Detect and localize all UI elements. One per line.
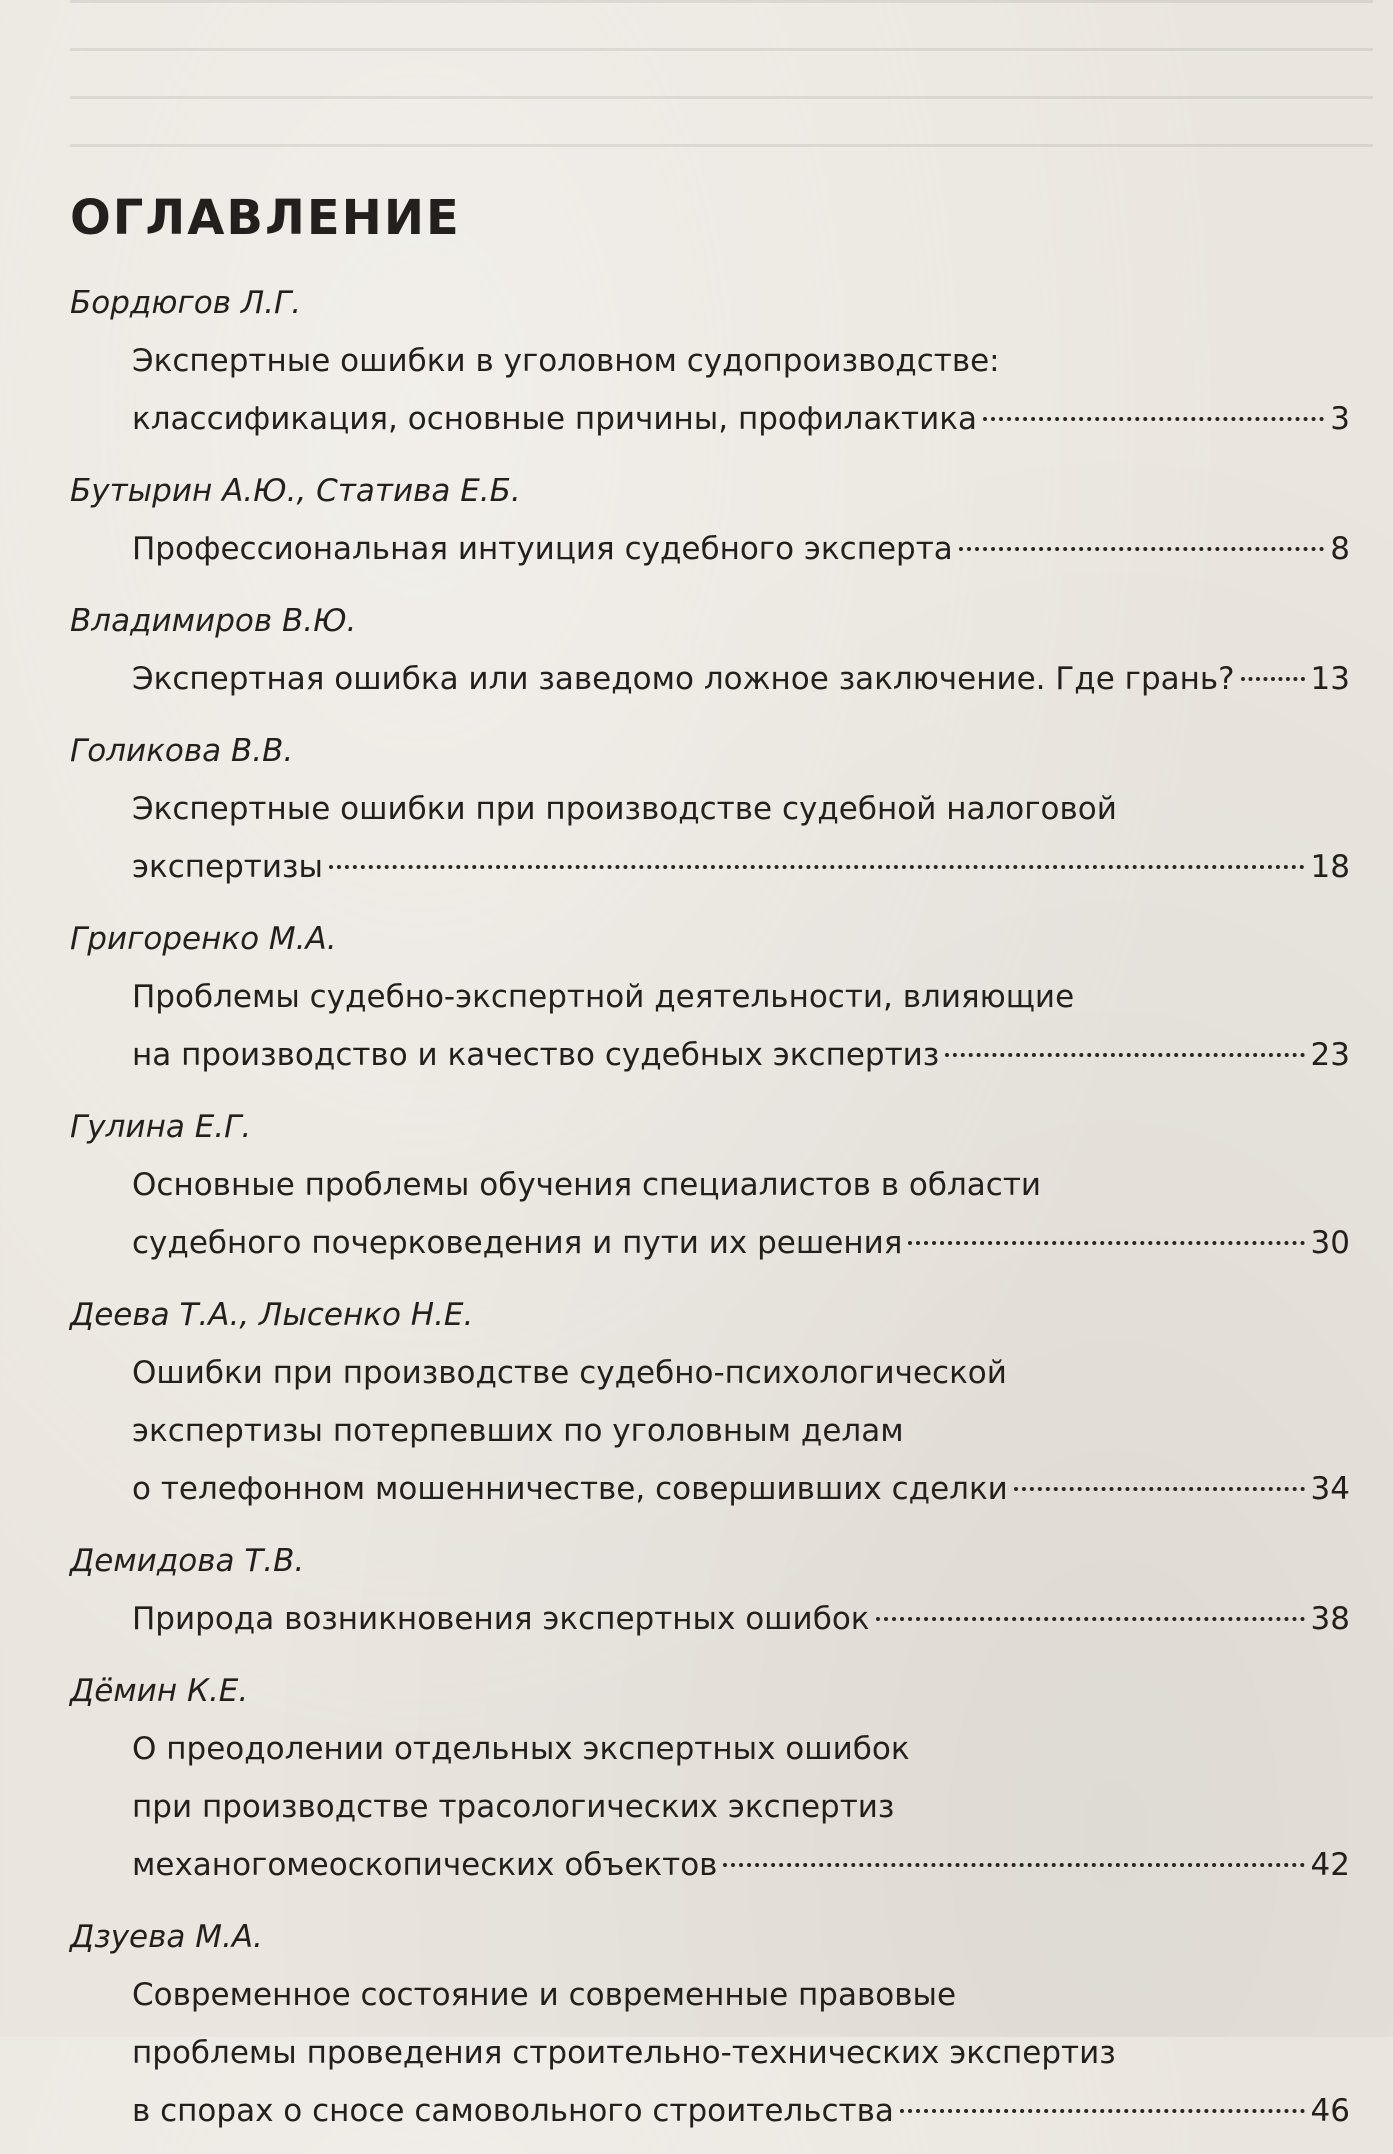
toc-entry-author: Бутырин А.Ю., Статива Е.Б. xyxy=(70,473,521,509)
toc-entry-title-text: механогомеоскопических объектов xyxy=(132,1847,718,1883)
toc-entry-title-text: экспертизы потерпевших по уголовным делам xyxy=(132,1413,904,1449)
toc-entry[interactable] xyxy=(70,722,1350,896)
dot-leader xyxy=(983,417,1324,421)
toc-entry-title xyxy=(70,650,1350,708)
toc-entry-title xyxy=(70,780,1350,896)
toc-list xyxy=(70,274,1350,2140)
dot-leader xyxy=(959,547,1324,551)
toc-entry-author: Дзуева М.А. xyxy=(70,1919,263,1955)
toc-entry-title-line xyxy=(132,1460,1350,1518)
toc-entry-author: Голикова В.В. xyxy=(70,733,294,769)
toc-entry-title-text: Природа возникновения экспертных ошибок xyxy=(132,1601,870,1637)
toc-entry-title-line xyxy=(132,390,1350,448)
toc-entry-title-line xyxy=(132,1836,1350,1894)
toc-entry-title-line xyxy=(132,1590,1350,1648)
toc-entry-title-line xyxy=(132,2024,1350,2082)
toc-entry-title-text: на производство и качество судебных экспертиз xyxy=(132,1037,940,1073)
toc-entry[interactable] xyxy=(70,1532,1350,1648)
dot-leader xyxy=(1014,1487,1305,1491)
toc-entry-page-number: 13 xyxy=(1310,661,1350,697)
toc-entry-title-text: в спорах о сносе самовольного строительства xyxy=(132,2093,894,2129)
toc-entry-title-line xyxy=(132,1966,1350,2024)
toc-entry[interactable] xyxy=(70,910,1350,1084)
dot-leader xyxy=(945,1053,1304,1057)
dot-leader xyxy=(900,2109,1305,2113)
toc-entry-title-line xyxy=(132,1720,1350,1778)
toc-entry-title-text: Профессиональная интуиция судебного эксперта xyxy=(132,531,953,567)
toc-entry[interactable] xyxy=(70,1908,1350,2140)
toc-entry-title-line xyxy=(132,650,1350,708)
toc-entry-title-text: О преодолении отдельных экспертных ошибок xyxy=(132,1731,910,1767)
dot-leader xyxy=(876,1617,1305,1621)
toc-entry-author: Деева Т.А., Лысенко Н.Е. xyxy=(70,1297,474,1333)
toc-entry-page-number: 3 xyxy=(1330,401,1350,437)
toc-entry-title-line xyxy=(132,520,1350,578)
toc-entry-title-text: при производстве трасологических экспертиз xyxy=(132,1789,895,1825)
toc-entry-author: Владимиров В.Ю. xyxy=(70,603,357,639)
toc-entry-page-number: 8 xyxy=(1330,531,1350,567)
toc-entry-page-number: 46 xyxy=(1310,2093,1350,2129)
toc-entry[interactable] xyxy=(70,1662,1350,1894)
toc-entry-title-line xyxy=(132,780,1350,838)
toc-entry-title-line xyxy=(132,1214,1350,1272)
toc-entry-author: Григоренко М.А. xyxy=(70,921,337,957)
table-of-contents xyxy=(70,190,1350,2154)
toc-entry-title-line xyxy=(132,332,1350,390)
toc-entry-title-line xyxy=(132,968,1350,1026)
toc-entry-page-number: 38 xyxy=(1310,1601,1350,1637)
toc-entry-author: Бордюгов Л.Г. xyxy=(70,285,302,321)
toc-entry-title xyxy=(70,1720,1350,1894)
toc-entry-page-number: 18 xyxy=(1310,849,1350,885)
toc-entry-title-line xyxy=(132,2082,1350,2140)
toc-entry-page-number: 42 xyxy=(1310,1847,1350,1883)
toc-entry-title-text: судебного почерковедения и пути их решения xyxy=(132,1225,903,1261)
previous-page-bleed-through xyxy=(70,0,1373,150)
dot-leader xyxy=(329,865,1305,869)
toc-entry[interactable] xyxy=(70,1098,1350,1272)
toc-entry-page-number: 23 xyxy=(1310,1037,1350,1073)
toc-entry-title xyxy=(70,968,1350,1084)
toc-entry-title-text: проблемы проведения строительно-технических экспертиз xyxy=(132,2035,1116,2071)
toc-entry-title-line xyxy=(132,1402,1350,1460)
toc-entry-title-text: Ошибки при производстве судебно-психологической xyxy=(132,1355,1007,1391)
dot-leader xyxy=(1241,677,1305,681)
toc-entry-title-line xyxy=(132,1344,1350,1402)
toc-entry-author: Гулина Е.Г. xyxy=(70,1109,252,1145)
toc-entry[interactable] xyxy=(70,462,1350,578)
toc-entry[interactable] xyxy=(70,592,1350,708)
toc-entry[interactable] xyxy=(70,274,1350,448)
toc-entry-title xyxy=(70,1966,1350,2140)
toc-entry-title-text: экспертизы xyxy=(132,849,323,885)
toc-entry-title xyxy=(70,1156,1350,1272)
toc-entry-title xyxy=(70,1344,1350,1518)
toc-entry-author: Демидова Т.В. xyxy=(70,1543,305,1579)
toc-entry-title xyxy=(70,1590,1350,1648)
toc-entry-title-text: о телефонном мошенничестве, совершивших сделки xyxy=(132,1471,1008,1507)
toc-entry[interactable] xyxy=(70,1286,1350,1518)
toc-entry-title-text: классификация, основные причины, профилактика xyxy=(132,401,977,437)
toc-entry-page-number: 30 xyxy=(1310,1225,1350,1261)
toc-entry-title-line xyxy=(132,1026,1350,1084)
dot-leader xyxy=(723,1863,1304,1867)
toc-heading: ОГЛАВЛЕНИЕ xyxy=(70,190,461,246)
toc-entry-title-text: Экспертные ошибки в уголовном судопроизводстве: xyxy=(132,343,1000,379)
toc-entry-title-text: Экспертная ошибка или заведомо ложное заключение. Где грань? xyxy=(132,661,1235,697)
toc-entry-title xyxy=(70,520,1350,578)
toc-entry-title-text: Современное состояние и современные правовые xyxy=(132,1977,957,2013)
toc-entry-page-number: 34 xyxy=(1310,1471,1350,1507)
toc-entry-title-line xyxy=(132,1156,1350,1214)
toc-entry-title-line xyxy=(132,838,1350,896)
dot-leader xyxy=(908,1241,1304,1245)
toc-entry-title-text: Экспертные ошибки при производстве судебной налоговой xyxy=(132,791,1117,827)
toc-entry-author: Дёмин К.Е. xyxy=(70,1673,249,1709)
toc-entry-title-line xyxy=(132,1778,1350,1836)
toc-entry-title-text: Проблемы судебно-экспертной деятельности, влияющие xyxy=(132,979,1075,1015)
toc-entry-title xyxy=(70,332,1350,448)
toc-entry-title-text: Основные проблемы обучения специалистов в области xyxy=(132,1167,1042,1203)
